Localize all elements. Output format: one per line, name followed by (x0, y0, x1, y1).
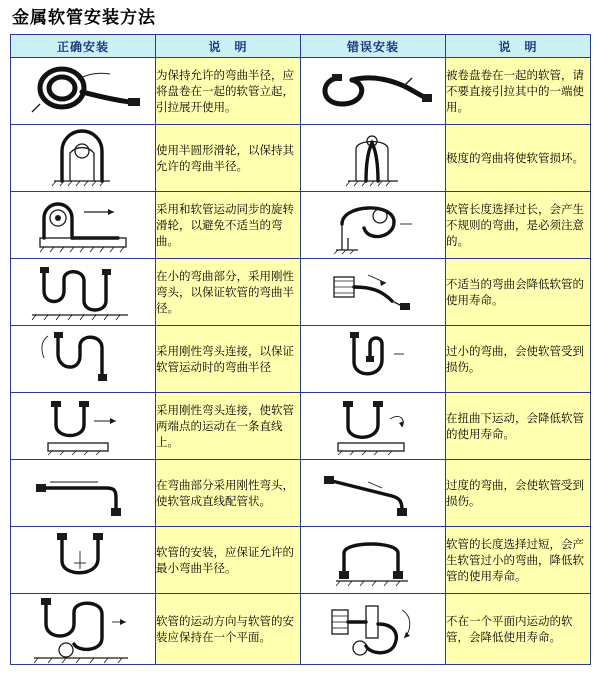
header-correct-install: 正确安装 (11, 35, 156, 58)
description-correct: 使用半圆形滑轮，以保持其允许的弯曲半径。 (156, 125, 301, 192)
description-correct: 采用刚性弯头连接，以保证软管运动时的弯曲半径 (156, 326, 301, 393)
description-correct: 软管的安装，应保证允许的最小弯曲半径。 (156, 527, 301, 594)
description-wrong: 极度的弯曲将使软管损坏。 (446, 125, 591, 192)
figure-coiled-hose-pulled (301, 58, 446, 125)
figure-rotating-sheave-sync (11, 192, 156, 259)
figure-too-small-bend (301, 326, 446, 393)
figure-improper-bend-block (301, 259, 446, 326)
description-correct: 在小的弯曲部分，采用刚性弯头，以保证软管的弯曲半径。 (156, 259, 301, 326)
figure-semicircular-sheave (11, 125, 156, 192)
description-correct: 采用刚性弯头连接，使软管两端点的运动在一条直线上。 (156, 393, 301, 460)
figure-sharp-bend-pulley (301, 125, 446, 192)
table-row (11, 393, 591, 460)
description-wrong: 不适当的弯曲会降低软管的使用寿命。 (446, 259, 591, 326)
figure-excessive-bend (301, 460, 446, 527)
figure-too-long-hose-loop (301, 192, 446, 259)
installation-guide-table (10, 34, 591, 665)
table-header-row (11, 35, 591, 58)
description-wrong: 被卷盘卷在一起的软管，请不要直接引拉其中的一端使用。 (446, 58, 591, 125)
header-wrong-desc: 说 明 (446, 35, 591, 58)
figure-twisting-motion (301, 393, 446, 460)
figure-out-of-plane-motion (301, 594, 446, 665)
description-correct: 为保持允许的弯曲半径，应将盘卷在一起的软管立起，引拉展开使用。 (156, 58, 301, 125)
table-row (11, 594, 591, 665)
description-wrong: 过小的弯曲，会使软管受到损伤。 (446, 326, 591, 393)
table-row (11, 326, 591, 393)
description-wrong: 在扭曲下运动，会降低软管的使用寿命。 (446, 393, 591, 460)
header-wrong-install: 错误安装 (301, 35, 446, 58)
table-row (11, 259, 591, 326)
figure-rigid-bend-small-radius (11, 259, 156, 326)
table-row (11, 527, 591, 594)
description-correct: 在弯曲部分采用刚性弯头，使软管成直线配管状。 (156, 460, 301, 527)
figure-short-length-bend (301, 527, 446, 594)
table-row (11, 192, 591, 259)
description-wrong: 不在一个平面内运动的软管，会降低使用寿命。 (446, 594, 591, 665)
table-row (11, 125, 591, 192)
page-title: 金属软管安装方法 (12, 8, 156, 28)
description-wrong: 软管长度选择过长，会产生不规则的弯曲，是必须注意的。 (446, 192, 591, 259)
table-row (11, 460, 591, 527)
header-correct-desc: 说 明 (156, 35, 301, 58)
figure-coiled-hose-vertical (11, 58, 156, 125)
figure-same-plane-motion (11, 594, 156, 665)
figure-rigid-elbow-straight-line (11, 393, 156, 460)
description-correct: 采用和软管运动同步的旋转滑轮，以避免不适当的弯曲。 (156, 192, 301, 259)
table-row (11, 58, 591, 125)
description-wrong: 软管的长度选择过短，会产生软管过小的弯曲，降低软管的使用寿命。 (446, 527, 591, 594)
figure-min-bend-radius-install (11, 527, 156, 594)
figure-rigid-elbow-connection (11, 326, 156, 393)
description-correct: 软管的运动方向与软管的安装应保持在一个平面。 (156, 594, 301, 665)
description-wrong: 过度的弯曲，会使软管受到损伤。 (446, 460, 591, 527)
figure-straight-piping-elbow (11, 460, 156, 527)
